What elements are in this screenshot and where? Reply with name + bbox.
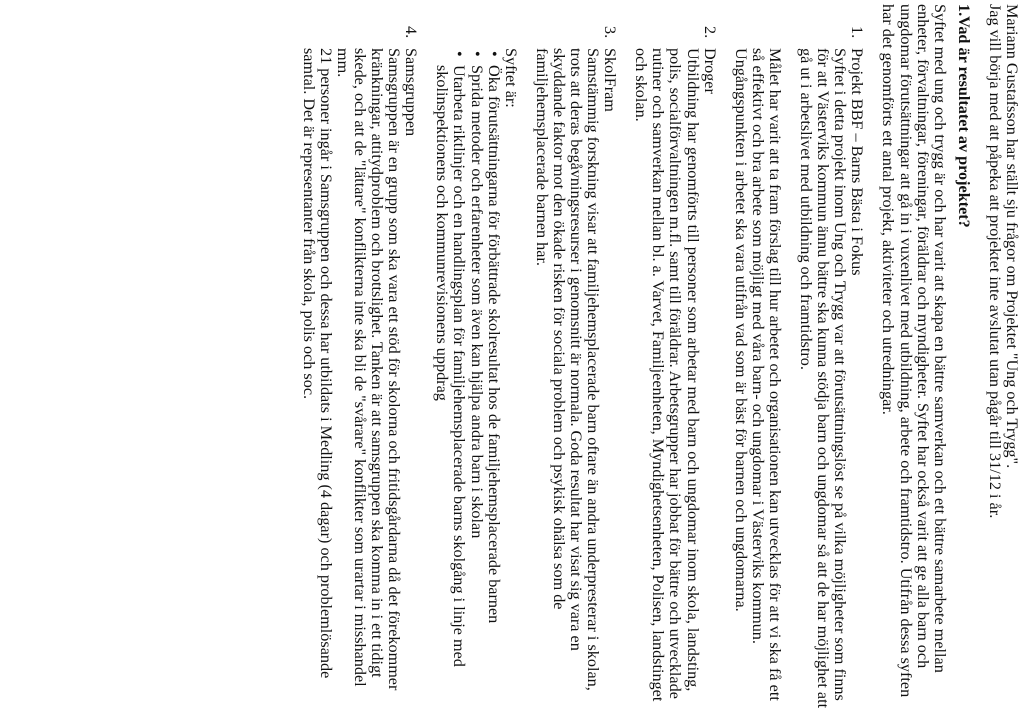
list-intro: Syftet är: [501,48,520,108]
item-paragraph: Samsgruppen är en grupp som ska vara ett stöd för skolorna och fritidsgårdarna då det förekommer kränkningar, attitydproblem och brottslighet. Tanken är att samsgruppen ska komma in i ett tidigt skede, och att de "lättare" konflikterna inte ska bli de "svårare" konflikter som urartar i misshandel mm. [333,48,404,691]
item-title: SkolFram [601,48,620,112]
purpose-list [433,4,518,710]
item-paragraph: Syftet i detta projekt inom Ung och Trygg var att förutsättningslöst se på vilka möjligheter som finns för att Västerviks kommun ännu bättre ska kunna stödja barn och ungdomar så att de har möjlighet att gå ut i arbetslivet med utbildning och framtidstro. [797,48,850,709]
intro-line: Jag vill börja med att påpeka att projektet inte avslutat utan pågår till 31/12 i år. [985,4,1004,519]
intro-line: Mariann Gustafsson har ställt sju frågor om Projektet "Ung och Trygg". [1003,4,1021,469]
item-paragraph: 21 personer ingår i Samsgruppen och dessa har utbildats i Medling (4 dagar) och problemlösande samtal. Det är representanter från skola, polis och soc. [299,48,335,679]
item-number: 3. [601,26,620,39]
section-heading: 1.Vad är resultatet av projektet? [954,4,973,228]
bullet-item: • Utarbeta riktlinjer och en handlingsplan för familjehemsplacerade barns skolgång i linje med skolinspektionens och kommunrevisionens uppdrag [433,48,467,710]
list-item [732,4,866,710]
list-item [300,4,420,710]
bullet-item: • Öka förutsättningarna för förbättrade skolresultat hos de familjehemsplacerade barnen [485,48,502,710]
item-number: 2. [700,26,719,39]
bullet-item: • Sprida metoder och erfarenheter som även kan hjälpa andra barn i skolan [467,48,484,710]
item-number: 1. [848,26,867,39]
list-item [533,4,618,710]
purpose-paragraph: Syftet med ung och trygg är och har varit att skapa en bättre samverkan och ett bättre samarbete mellan enheter, förvaltningar, föreningar, föräldrar och myndigheter. Syftet har också varit att ge alla barn och ungdomar förutsättningar att gå in i vuxenlivet med utbildning, arbete och framtidstro. Utifrån dessa syften har det genomförts ett antal projekt, aktiviteter och utredningar. [879,4,949,698]
item-title: Projekt BBF – Barns Bästa i Fokus [848,48,867,276]
item-paragraph: Utbildning har genomförts till personer som arbetar med barn och ungdomar inom skola, landsting, polis, socialförvaltningen m.fl. samt till föräldrar. Arbetsgrupper har jobbat för bättre och utvecklade rutiner och samverkan mellan bl. a. Varvet, Familjeenheten, Myndighetsenheten, Polisen, landstinget och skolan. [632,48,702,702]
item-paragraph: Samstämmig forskning visar att familjehemsplacerade barn oftare än andra underpresterar i skolan, trots att deras begåvningsresurser i genomsnitt är normala. Goda resultat har visat sig vara en skyddande faktor mot den ökade risken för sociala problem och psykisk ohälsa som de familjehemsplacerade barnen har. [532,48,603,691]
item-number: 4. [402,26,421,39]
list-item [632,4,717,710]
document-body [300,4,1020,710]
item-title: Samsgruppen [402,48,421,137]
item-title: Droger [700,48,719,94]
item-paragraph: Målet har varit att ta fram förslag till hur arbetet och organisationen kan utvecklas för att vi ska få ett så effektivt och bra arbete som möjligt med våra barn- och ungdomar i Västerviks kommun. Ungångspunkten i arbetet ska vara utifrån vad som är bäst för barnen och ungdomarna. [731,48,784,701]
